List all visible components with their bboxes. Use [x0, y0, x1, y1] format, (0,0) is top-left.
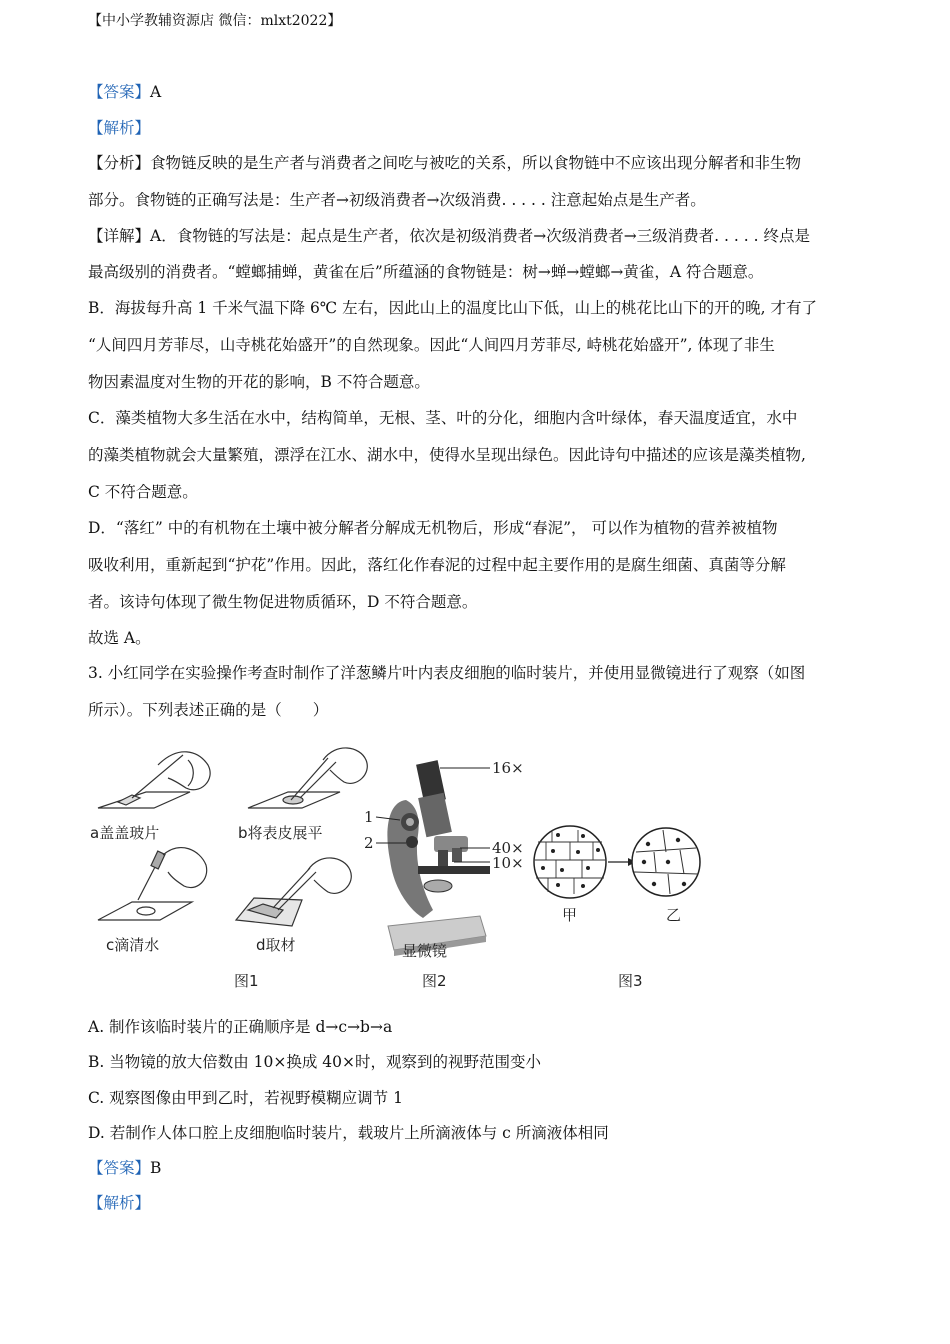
q2-option-c-text3: C 不符合题意。: [88, 483, 198, 501]
view-jia-label: 甲: [562, 906, 578, 924]
fig3-caption: 图3: [618, 972, 643, 990]
step-c-illustration: [98, 848, 207, 920]
q3-figure: [88, 740, 718, 1000]
step-a-illustration: [98, 752, 210, 808]
view-jia-illustration: [534, 826, 606, 898]
q2-answer-line: [88, 80, 161, 102]
q3-option-d: D. 若制作人体口腔上皮细胞临时装片，载玻片上所滴液体与 c 所滴液体相同: [88, 1124, 609, 1142]
objective-40x-label: 40×: [492, 839, 524, 857]
q2-option-c-text1: C．藻类植物大多生活在水中，结构简单，无根、茎、叶的分化，细胞内含叶绿体，春天温度适宜，水中: [88, 409, 798, 427]
q3-answer-line: [88, 1156, 161, 1178]
step-c-label: c滴清水: [106, 936, 160, 954]
fig2-caption: 图2: [422, 972, 447, 990]
q3-answer-value: B: [150, 1159, 162, 1177]
q3-analysis-tag: 【解析】: [88, 1194, 151, 1212]
q3-option-b: B. 当物镜的放大倍数由 10×换成 40×时，观察到的视野范围变小: [88, 1053, 542, 1071]
q2-option-b-text2: “人间四月芳菲尽，山寺桃花始盛开”的自然现象。因此“人间四月芳菲尽, 峙桃花始盛开”, 体现了非生: [88, 336, 775, 354]
view-yi-label: 乙: [666, 906, 682, 924]
step-b-illustration: [248, 748, 367, 808]
q2-analysis-tag: 【解析】: [88, 119, 151, 137]
page-header: 【中小学教辅资源店 微信：mlxt2022】: [88, 13, 342, 29]
q2-option-b-text3: 物因素温度对生物的开花的影响，B 不符合题意。: [88, 373, 430, 391]
microscope-label: 显微镜: [402, 942, 448, 960]
q2-option-d-text1: D．“落红” 中的有机物在土壤中被分解者分解成无机物后，形成“春泥”， 可以作为植物的营养被植物: [88, 519, 778, 537]
q2-fenxi-line2: 部分。食物链的正确写法是：生产者→初级消费者→次级消费. . . . . 注意起始点是生产者。: [88, 191, 706, 209]
q2-fenxi-line1: [88, 151, 801, 173]
q2-option-a-text2: 最高级别的消费者。“螳螂捕蝉，黄雀在后”所蕴涵的食物链是：树→蝉→螳螂→黄雀，A 符合题意。: [88, 263, 764, 281]
q2-option-d-text3: 者。该诗句体现了微生物促进物质循环，D 不符合题意。: [88, 593, 478, 611]
q2-option-d-text2: 吸收利用，重新起到“护花”作用。因此，落红化作春泥的过程中起主要作用的是腐生细菌、真菌等分解: [88, 556, 786, 574]
step-d-label: d取材: [256, 936, 296, 954]
step-b-label: b将表皮展平: [238, 824, 323, 842]
eyepiece-label: 16×: [492, 759, 524, 777]
part-1-label: 1: [364, 808, 374, 826]
q2-fenxi-tag: 【分析】: [88, 154, 151, 172]
q3-stem-line1: 3. 小红同学在实验操作考查时制作了洋葱鳞片叶内表皮细胞的临时装片，并使用显微镜进行了观察（如图: [88, 664, 806, 682]
q2-option-b-text1: B．海拔每升高 1 千米气温下降 6℃ 左右，因此山上的温度比山下低，山上的桃花比山下的开的晚, 才有了: [88, 299, 818, 317]
q3-answer-tag: 【答案】: [88, 1159, 151, 1177]
q3-stem-line2: 所示）。下列表述正确的是（ ）: [88, 701, 329, 719]
q2-answer-tag: 【答案】: [88, 83, 151, 101]
q3-option-c: C. 观察图像由甲到乙时，若视野模糊应调节 1: [88, 1089, 403, 1107]
q3-option-a: A. 制作该临时装片的正确顺序是 d→c→b→a: [88, 1018, 393, 1036]
q2-option-a-text1: A．食物链的写法是：起点是生产者，依次是初级消费者→次级消费者→三级消费者. . . . . 终点是: [150, 227, 810, 245]
step-d-illustration: [236, 858, 351, 926]
q2-answer-value: A: [150, 83, 162, 101]
q3-figure-svg: [88, 740, 718, 1000]
q2-xiangjie-line1: [88, 224, 810, 246]
q2-fenxi-text1: 食物链反映的是生产者与消费者之间吃与被吃的关系，所以食物链中不应该出现分解者和非生物: [150, 154, 802, 172]
view-yi-illustration: [632, 828, 700, 896]
step-a-label: a盖盖玻片: [90, 824, 160, 842]
objective-10x-label: 10×: [492, 854, 524, 872]
microscope-illustration: [387, 760, 490, 956]
q2-conclusion: 故选 A。: [88, 629, 151, 647]
q2-xiangjie-tag: 【详解】: [88, 227, 151, 245]
part-2-label: 2: [364, 834, 374, 852]
fig1-caption: 图1: [234, 972, 259, 990]
q2-option-c-text2: 的藻类植物就会大量繁殖，漂浮在江水、湖水中，使得水呈现出绿色。因此诗句中描述的应该是藻类植物,: [88, 446, 806, 464]
